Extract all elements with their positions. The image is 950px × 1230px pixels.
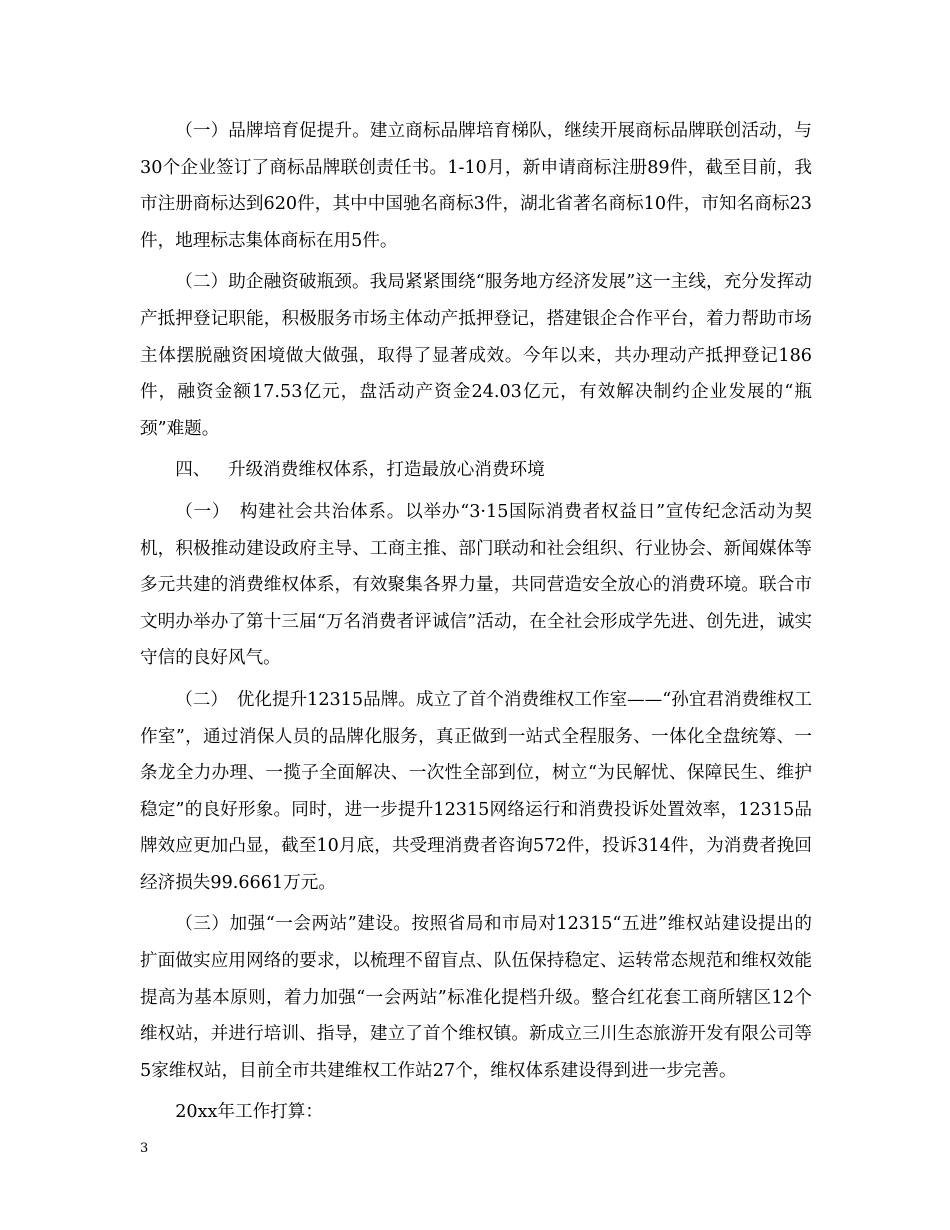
paragraph-brand-cultivation: （一）品牌培育促提升。建立商标品牌培育梯队，继续开展商标品牌联创活动，与30个企业签订了商标品牌联创责任书。1-10月，新申请商标注册89件，截至目前，我市注册商标达到620件，其中中国驰名商标3件，湖北省著名商标10件，市知名商标23件，地理标志集体商标在用5件。 <box>140 121 812 251</box>
paragraph-12315-brand: （二） 优化提升12315品牌。成立了首个消费维权工作室——“孙宜君消费维权工作室”，通过消保人员的品牌化服务，真正做到一站式全程服务、一体化全盘统筹、一条龙全力办理、一揽子全面解决、一次性全部到位，树立“为民解忧、保障民生、维护稳定”的良好形象。同时，进一步提升12315网络运行和消费投诉处置效率，12315品牌效应更加凸显，截至10月底，共受理消费者咨询572件，投诉314件，为消费者挽回经济损失99.6661万元。 <box>140 689 812 893</box>
paragraph-social-governance: （一） 构建社会共治体系。以举办“3·15国际消费者权益日”宣传纪念活动为契机，积极推动建设政府主导、工商主推、部门联动和社会组织、行业协会、新闻媒体等多元共建的消费维权体系，有效聚集各界力量，共同营造安全放心的消费环境。联合市文明办举办了第十三届“万名消费者评诚信”活动，在全社会形成学先进、创先进，诚实守信的良好风气。 <box>140 501 812 669</box>
section-heading-title: 升级消费维权体系，打造最放心消费环境 <box>227 460 545 481</box>
section-heading <box>140 452 812 489</box>
paragraph-work-plan: 20xx年工作打算： <box>175 1102 323 1123</box>
section-heading-number: 四、 <box>175 460 211 481</box>
document-body <box>140 113 812 1136</box>
page-number: 3 <box>140 1141 149 1156</box>
paragraph-one-association-two-stations: （三）加强“一会两站”建设。按照省局和市局对12315“五进”维权站建设提出的扩面做实应用网络的要求，以梳理不留盲点、队伍保持稳定、运转常态规范和维权效能提高为基本原则，着力加强“一会两站”标准化提档升级。整合红花套工商所辖区12个维权站，并进行培训、指导，建立了首个维权镇。新成立三川生态旅游开发有限公司等5家维权站，目前全市共建维权工作站27个，维权体系建设得到进一步完善。 <box>140 914 812 1081</box>
paragraph-financing-support: （二）助企融资破瓶颈。我局紧紧围绕“服务地方经济发展”这一主线，充分发挥动产抵押登记职能，积极服务市场主体动产抵押登记，搭建银企合作平台，着力帮助市场主体摆脱融资困境做大做强，取得了显著成效。今年以来，共办理动产抵押登记186件，融资金额17.53亿元，盘活动产资金24.03亿元，有效解决制约企业发展的“瓶颈”难题。 <box>140 272 812 439</box>
